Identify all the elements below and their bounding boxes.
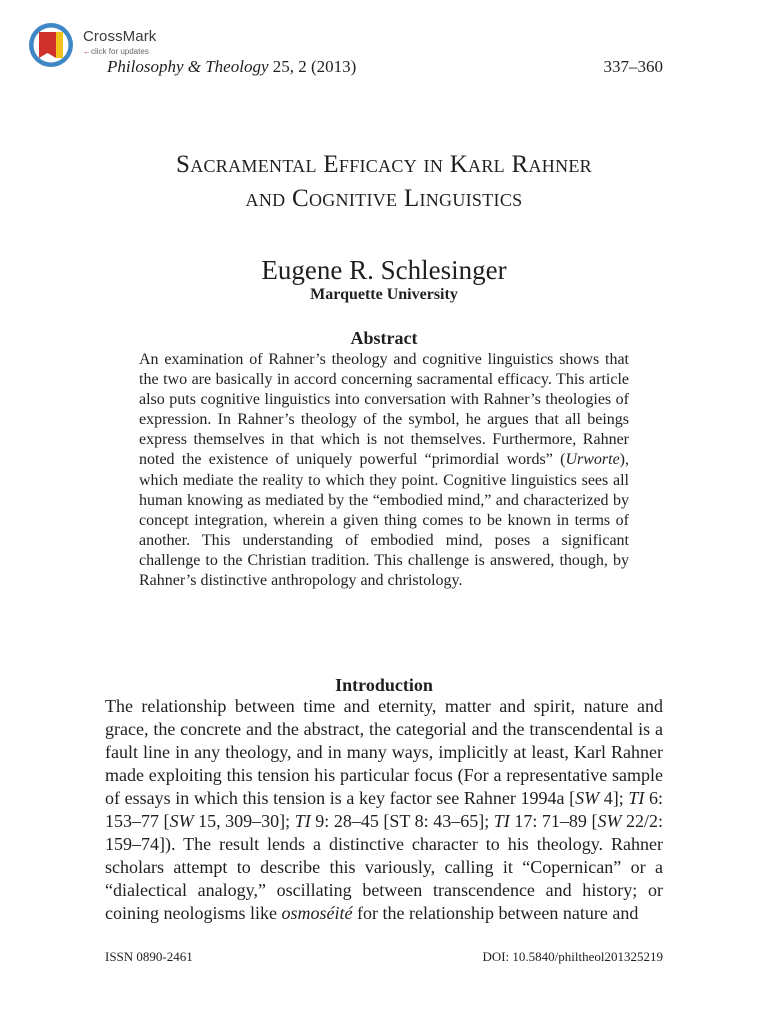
introduction-text bbox=[105, 695, 663, 925]
page-footer bbox=[105, 949, 663, 965]
intro-segment: 6: 153–77 [ bbox=[105, 788, 663, 831]
page-range: 337–360 bbox=[603, 57, 663, 76]
article-title-line-1: Sacramental Efficacy in Karl Rahner bbox=[176, 151, 592, 178]
intro-segment: 22/2: 159–74]). The result lends a distinctive character to his theology. Rahner scholars attempt to describe this variously, calling it “Copernican” or a “dialectical analogy,” oscillating between transcendence and history; or coining neologisms like bbox=[105, 811, 664, 923]
intro-abbrev: SW bbox=[597, 811, 622, 831]
intro-segment: 15, 309–30]; bbox=[193, 811, 295, 831]
author-name: Eugene R. Schlesinger bbox=[261, 255, 507, 285]
running-header bbox=[107, 57, 663, 77]
introduction-heading: Introduction bbox=[335, 675, 433, 695]
journal-issue: 25, 2 (2013) bbox=[272, 57, 357, 76]
journal-citation bbox=[107, 57, 356, 77]
journal-name: Philosophy & Theology bbox=[107, 57, 269, 76]
abstract-part-2: ), which mediate the reality to which they point. Cognitive linguistics sees all human knowing as mediated by the “embodied mind,” and characterized by concept integration, wherein a given thing comes to be known in terms of another. This understanding of embodied mind, poses a significant challenge to the Christian tradition. This challenge is answered, though, by Rahner’s distinctive anthropology and christology. bbox=[139, 451, 629, 590]
abstract-text bbox=[139, 350, 629, 591]
intro-abbrev: TI bbox=[294, 811, 311, 831]
intro-abbrev: SW bbox=[169, 811, 194, 831]
intro-abbrev: TI bbox=[628, 788, 645, 808]
article-title-line-2: and Cognitive Linguistics bbox=[245, 185, 523, 212]
intro-segment: 4]; bbox=[599, 788, 629, 808]
intro-segment: 17: 71–89 [ bbox=[509, 811, 598, 831]
abstract-part-1: An examination of Rahner’s theology and cognitive linguistics shows that the two are basically in accord concerning sacramental efficacy. This article also puts cognitive linguistics into conversation with Rahner’s theologies of expression. In Rahner’s theology of the symbol, he argues that all beings express themselves in that which is not themselves. Furthermore, Rahner noted the existence of uniquely powerful “primordial words” ( bbox=[139, 351, 629, 469]
abstract-term: Urworte bbox=[565, 451, 620, 469]
intro-segment: for the relationship between nature and bbox=[352, 903, 639, 923]
crossmark-icon[interactable] bbox=[27, 22, 77, 68]
arrow-left-icon: ← bbox=[83, 47, 91, 56]
crossmark-subtitle-text: click for updates bbox=[91, 47, 149, 56]
intro-neologism: osmoséité bbox=[281, 903, 353, 923]
issn: ISSN 0890-2461 bbox=[105, 949, 193, 964]
intro-segment: The relationship between time and eternity, matter and spirit, nature and grace, the concrete and the abstract, the categorial and the transcendental is a fault line in any theology, and in many ways, implicitly at least, Karl Rahner made exploiting this tension his particular focus (For a representative sample of essays in which this tension is a key factor see Rahner 1994a [ bbox=[105, 696, 663, 808]
crossmark-label[interactable]: CrossMark bbox=[83, 28, 157, 45]
abstract-heading: Abstract bbox=[350, 328, 418, 348]
crossmark-subtitle[interactable] bbox=[83, 47, 149, 56]
intro-segment: 9: 28–45 [ST 8: 43–65]; bbox=[310, 811, 494, 831]
intro-abbrev: TI bbox=[493, 811, 510, 831]
doi: DOI: 10.5840/philtheol201325219 bbox=[482, 949, 663, 964]
intro-abbrev: SW bbox=[575, 788, 600, 808]
author-affiliation: Marquette University bbox=[310, 286, 458, 303]
